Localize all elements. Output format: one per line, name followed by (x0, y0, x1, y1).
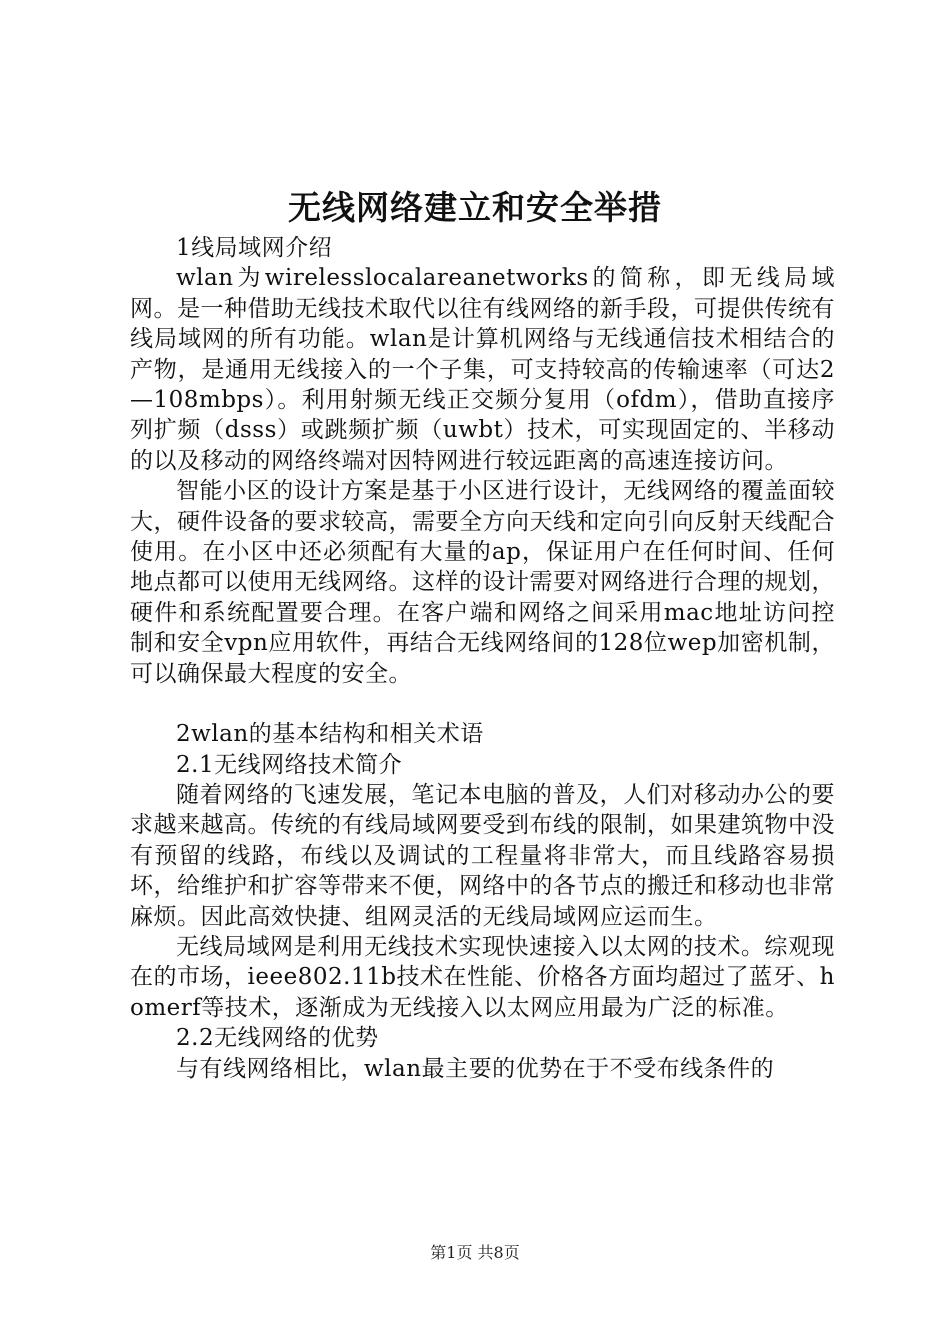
paragraph-advantages: 与有线网络相比，wlan最主要的优势在于不受布线条件的 (176, 1055, 775, 1082)
paragraph-wlan-intro: wlan为wirelesslocalareanetworks的简称，即无线局域网。是一种借助无线技术取代以往有线网络的新手段，可提供传统有线局域网的所有功能。wlan是计算机网络与无线通信技术相结合的产物，是通用无线接入的一个子集，可支持较高的传输速率（可达2—108mbps）。利用射频无线正交频分复用（ofdm），借助直接序列扩频（dsss）或跳频扩频（uwbt）技术，可实现固定的、半移动的以及移动的网络终端对因特网进行较远距离的高速连接访问。 (130, 265, 835, 474)
section-heading-1: 1线局域网介绍 (176, 235, 333, 261)
document-body (130, 233, 835, 1084)
section-heading-2-1: 2.1无线网络技术简介 (176, 751, 403, 778)
document-title: 无线网络建立和安全举措 (288, 188, 662, 227)
paragraph-gap (130, 689, 835, 719)
paragraph-wireless-lan: 无线局域网是利用无线技术实现快速接入以太网的技术。综观现在的市场，ieee802.11b技术在性能、价格各方面均超过了蓝牙、homerf等技术，逐渐成为无线接入以太网应用最为广泛的标准。 (130, 933, 835, 1021)
section-heading-2: 2wlan的基本结构和相关术语 (176, 721, 484, 748)
page-footer: 第1页 共8页 (430, 1243, 520, 1262)
paragraph-smart-community: 智能小区的设计方案是基于小区进行设计，无线网络的覆盖面较大，硬件设备的要求较高，需要全方向天线和定向引向反射天线配合使用。在小区中还必须配有大量的ap，保证用户在任何时间、任何地点都可以使用无线网络。这样的设计需要对网络进行合理的规划，硬件和系统配置要合理。在客户端和网络之间采用mac地址访问控制和安全vpn应用软件，再结合无线网络间的128位wep加密机制，可以确保最大程度的安全。 (130, 478, 835, 687)
paragraph-network-development: 随着网络的飞速发展，笔记本电脑的普及，人们对移动办公的要求越来越高。传统的有线局域网要受到布线的限制，如果建筑物中没有预留的线路，布线以及调试的工程量将非常大，而且线路容易损坏，给维护和扩容等带来不便，网络中的各节点的搬迁和移动也非常麻烦。因此高效快捷、组网灵活的无线局域网应运而生。 (130, 781, 835, 930)
section-heading-2-2: 2.2无线网络的优势 (176, 1025, 379, 1052)
